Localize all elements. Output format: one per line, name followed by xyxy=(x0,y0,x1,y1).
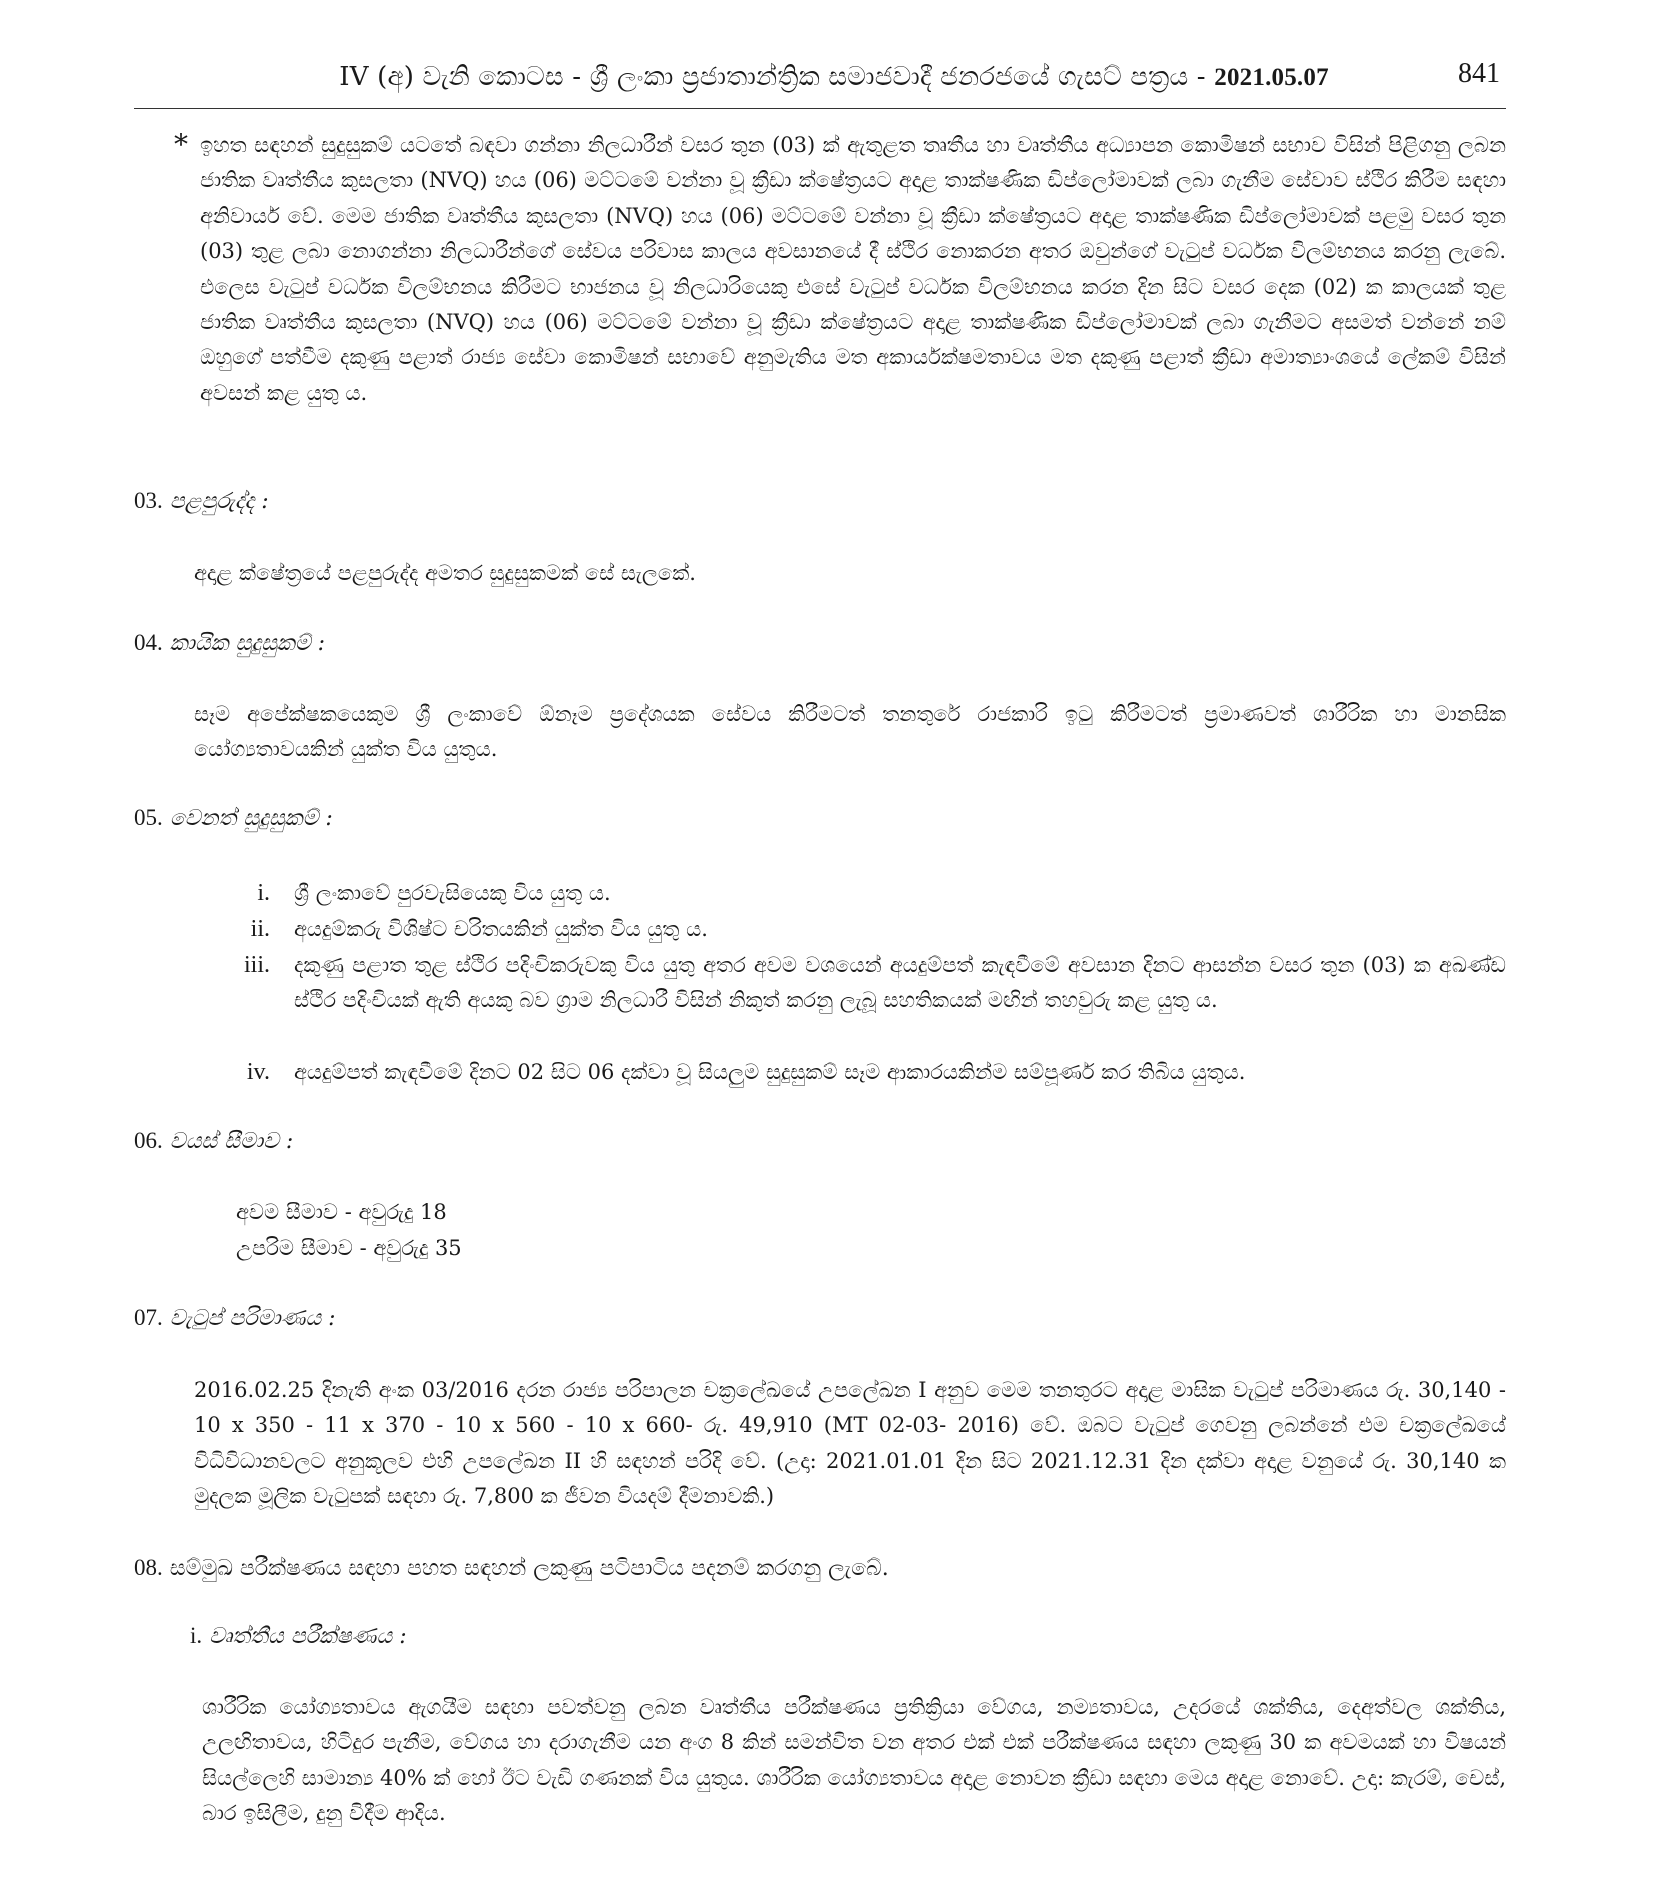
section-08-title: සම්මුඛ පරීක්ෂණය සඳහා පහත සඳහන් ලකුණු පටිපාටිය පදනම් කරගනු ලැබේ. xyxy=(169,1556,889,1581)
section-08-heading xyxy=(134,1555,889,1581)
page-header xyxy=(134,58,1506,109)
page-number: 841 xyxy=(1458,58,1500,89)
section-05-heading xyxy=(134,805,333,831)
section-08-body: ශාරීරික යෝග්‍යතාවය ඇගයීම සඳහා පවත්වනු ලබන වෘත්තීය පරීක්ෂණය ප්‍රතික්‍රියා වේගය, නම්‍යතාවය, උදරයේ ශක්තිය, දෙඅත්වල ශක්තිය, උලඟිතාවය, හිටිදුර පැනීම, වේගය හා දරාගැනීම යන අංග 8 කින් සමන්විත වන අතර එක් එක් පරීක්ෂණය සඳහා ලකුණු 30 ක අවමයක් හා විෂයන් සියල්ලෙහි සාමාන්‍ය 40% ක් හෝ ඊට වැඩි ගණනක් විය යුතුය. ශාරීරික යෝග්‍යතාවය අදාළ නොවන ක්‍රීඩා සඳහා මෙය අදාළ නොවේ. උදා: කැරම්, චෙස්, බාර ඉසිලීම, දුනු විදීම ආදිය. xyxy=(202,1695,1506,1826)
section-03-number: 03. xyxy=(134,488,163,513)
section-08-sub-title: වෘත්තීය පරීක්ෂණය : xyxy=(209,1624,407,1649)
section-08-sub-number: i. xyxy=(190,1623,203,1648)
list-item-text: අයදුම්පත් කැඳවීමේ දිනට 02 සිට 06 දක්වා වූ සියලුම සුදුසුකම් සෑම ආකාරයකින්ම සම්පූර්ණ කර තිබිය යුතුය. xyxy=(294,1060,1246,1084)
section-08-number: 08. xyxy=(134,1555,163,1580)
section-06-number: 06. xyxy=(134,1128,163,1153)
age-minimum: අවම සීමාව - අවුරුදු 18 xyxy=(236,1200,447,1224)
section-07-heading xyxy=(134,1305,336,1331)
section-04-body: සෑම අපේක්ෂකයෙකුම ශ්‍රී ලංකාවේ ඕනෑම ප්‍රදේශයක සේවය කිරීමටත් තනතුරේ රාජකාරි ඉටු කිරීමටත් ප්‍රමාණවත් ශාරීරික හා මානසික යෝග්‍යතාවයකින් යුක්ත විය යුතුය. xyxy=(194,702,1506,762)
age-maximum: උපරිම සීමාව - අවුරුදු 35 xyxy=(236,1236,462,1260)
section-04-title: කායික සුදුසුකම් : xyxy=(169,631,326,656)
section-07-title: වැටුප් පරිමාණය : xyxy=(169,1306,336,1331)
note-marker: * xyxy=(174,128,188,161)
header-title: IV (අ) වැනි කොටස - ශ්‍රී ලංකා ප්‍රජාතාන්ත්‍රික සමාජවාදී ජනරජයේ ගැසට් පත්‍රය - xyxy=(339,62,1206,92)
list-item-text: දකුණු පළාත තුළ ස්ථිර පදිංචිකරුවකු විය යුතු අතර අවම වශයෙන් අයදුම්පත් කැඳවීමේ අවසාන දිනට ආසන්න වසර තුන (03) ක අඛණ්ඩ ස්ථිර පදිංචියක් ඇති අයකු බව ග්‍රාම නිලධාරී විසින් නිකුත් කරනු ලැබූ සහතිකයක් මඟින් තහවුරු කළ යුතු ය. xyxy=(294,953,1506,1012)
section-06-heading xyxy=(134,1128,293,1154)
header-date: 2021.05.07 xyxy=(1214,64,1329,91)
list-item-number: iii. xyxy=(243,952,270,978)
section-07-body: 2016.02.25 දිනැති අංක 03/2016 දරන රාජ්‍ය පරිපාලන චක්‍රලේඛයේ උපලේඛන I අනුව මෙම තනතුරට අදාළ මාසික වැටුප් පරිමාණය රු. 30,140 - 10 x 350 - 11 x 370 - 10 x 560 - 10 x 660- රු. 49,910 (MT 02-03- 2016) වේ. ඔබට වැටුප් ගෙවනු ලබන්නේ එම චක්‍රලේඛයේ විධිවිධානවලට අනුකූලව එහි උපලේඛන II හි සඳහන් පරිදි වේ. (උදා: 2021.01.01 දින සිට 2021.12.31 දින දක්වා අදාළ වනුයේ රු. 30,140 ක මුදලක මූලික වැටුපක් සඳහා රු. 7,800 ක ජීවන වියදම් දීමනාවකි.) xyxy=(194,1378,1506,1509)
section-04-number: 04. xyxy=(134,630,163,655)
section-05-title: වෙනත් සුදුසුකම් : xyxy=(169,806,333,831)
section-05-number: 05. xyxy=(134,805,163,830)
note-paragraph: ඉහත සඳහන් සුදුසුකම් යටතේ බඳවා ගන්නා නිලධාරීන් වසර තුන (03) ක් ඇතුළත තෘතීය හා වෘත්තීය අධ්‍යාපන කොමිෂන් සභාව විසින් පිළිගනු ලබන ජාතික වෘත්තීය කුසලතා (NVQ) හය (06) මට්ටමේ වන්නා වූ ක්‍රීඩා ක්ෂේත්‍රයට අදාළ තාක්ෂණික ඩිප්ලෝමාවක් ලබා ගැනීම සේවාව ස්ථිර කිරීම සඳහා අනිවාර්ය වේ. මෙම ජාතික වෘත්තීය කුසලතා (NVQ) හය (06) මට්ටමේ වන්නා වූ ක්‍රීඩා ක්ෂේත්‍රයට අදාළ තාක්ෂණික ඩිප්ලෝමාවක් පළමු වසර තුන (03) තුළ ලබා නොගන්නා නිලධාරීන්ගේ සේවය පරිවාස කාලය අවසානයේ දී ස්ථිර නොකරන අතර ඔවුන්ගේ වැටුප් වර්ධක විලම්භනය කරනු ලැබේ. එලෙස වැටුප් වර්ධක විලම්භනය කිරීමට භාජනය වූ නිලධාරියෙකු එසේ වැටුප් වර්ධක විලම්භනය කරන දින සිට වසර දෙක (02) ක කාලයක් තුළ ජාතික වෘත්තීය කුසලතා (NVQ) හය (06) මට්ටමේ වන්නා වූ ක්‍රීඩා ක්ෂේත්‍රයට අදාළ තාක්ෂණික ඩිප්ලෝමාවක් ලබා ගැනීමට අසමත් වන්නේ නම් ඔහුගේ පත්වීම දකුණු පළාත් රාජ්‍ය සේවා කොමිෂන් සභාවේ අනුමැතිය මත අකාර්යක්ෂමතාවය මත දකුණු පළාත් ක්‍රීඩා අමාත්‍යාංශයේ ලේකම් විසින් අවසන් කළ යුතු ය. xyxy=(200,133,1506,405)
list-item-number: i. xyxy=(257,880,270,906)
section-06-title: වයස් සීමාව : xyxy=(169,1129,294,1154)
list-item-number: iv. xyxy=(246,1059,270,1085)
section-04-heading xyxy=(134,630,325,656)
section-03-title: පළපුරුද්ද : xyxy=(169,489,269,514)
section-03-heading xyxy=(134,488,269,514)
section-07-number: 07. xyxy=(134,1305,163,1330)
list-item-text: ශ්‍රී ලංකාවේ පුරවැසියෙකු විය යුතු ය. xyxy=(294,881,611,905)
list-item-text: අයදුම්කරු විශිෂ්ට චරිතයකින් යුක්ත විය යුතු ය. xyxy=(294,917,708,941)
section-03-body: අදාළ ක්ෂේත්‍රයේ පළපුරුද්ද අමතර සුදුසුකමක් සේ සැලකේ. xyxy=(194,561,696,585)
header-title-line xyxy=(334,62,1334,93)
list-item-number: ii. xyxy=(250,916,270,942)
section-08-sub-heading xyxy=(190,1623,407,1649)
